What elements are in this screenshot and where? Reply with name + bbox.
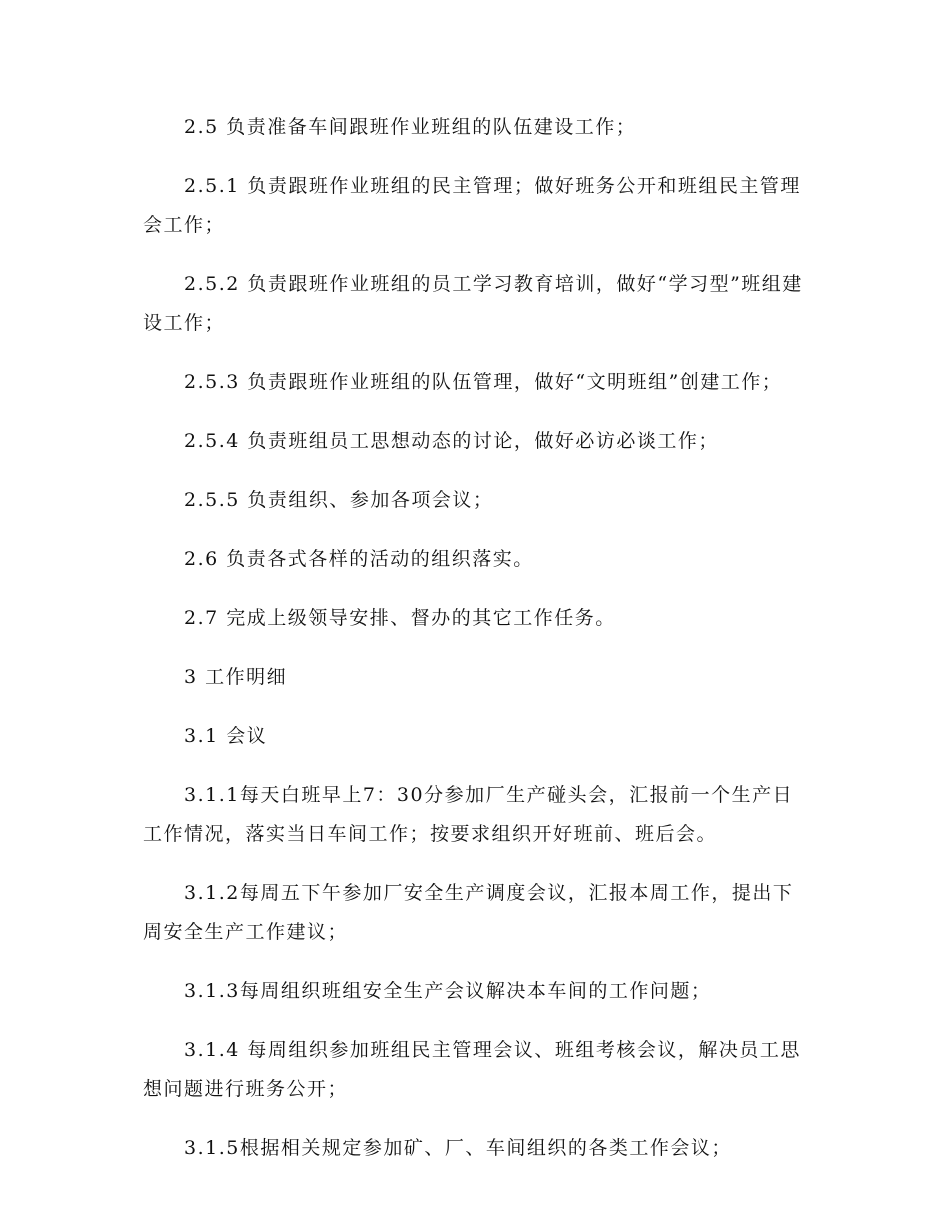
paragraph-2-7: 2.7 完成上级领导安排、督办的其它工作任务。 [184,607,616,629]
paragraph-2-5-3: 2.5.3 负责跟班作业班组的队伍管理，做好“文明班组”创建工作； [184,371,783,393]
paragraph-2-5: 2.5 负责准备车间跟班作业班组的队伍建设工作； [184,116,637,138]
document-body [143,108,805,1188]
paragraph-3-1-5: 3.1.5根据相关规定参加矿、厂、车间组织的各类工作会议； [184,1137,732,1159]
paragraph-3-1-4: 3.1.4 每周组织参加班组民主管理会议、班组考核会议，解决员工思想问题进行班务公开； [143,1039,801,1100]
section-heading-3-1: 3.1 会议 [184,725,268,747]
paragraph-2-5-5: 2.5.5 负责组织、参加各项会议； [184,489,494,511]
paragraph-2-5-1: 2.5.1 负责跟班作业班组的民主管理；做好班务公开和班组民主管理会工作； [143,175,801,236]
paragraph-3-1-3: 3.1.3每周组织班组安全生产会议解决本车间的工作问题； [184,980,712,1002]
paragraph-2-5-2: 2.5.2 负责跟班作业班组的员工学习教育培训，做好“学习型”班组建设工作； [143,273,803,334]
paragraph-2-6: 2.6 负责各式各样的活动的组织落实。 [184,548,534,570]
paragraph-2-5-4: 2.5.4 负责班组员工思想动态的讨论，做好必访必谈工作； [184,430,719,452]
paragraph-3-1-2: 3.1.2每周五下午参加厂安全生产调度会议，汇报本周工作，提出下周安全生产工作建议； [143,882,794,943]
paragraph-3-1-1: 3.1.1每天白班早上7：30分参加厂生产碰头会，汇报前一个生产日工作情况，落实当日车间工作；按要求组织开好班前、班后会。 [143,784,794,845]
section-heading-3: 3 工作明细 [184,666,288,688]
